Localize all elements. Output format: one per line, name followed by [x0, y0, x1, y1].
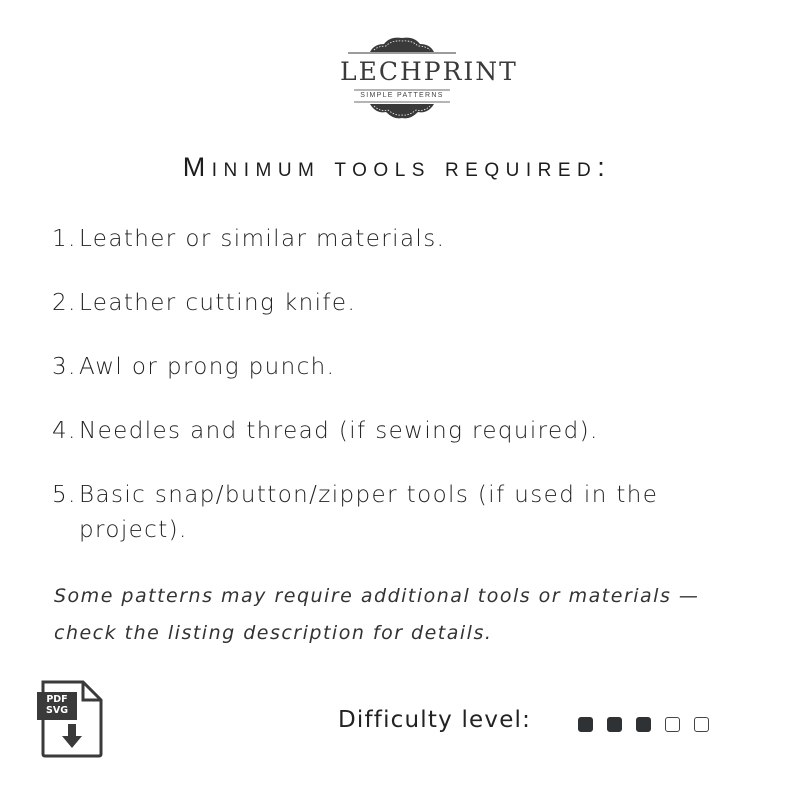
format-pdf-label: PDF: [46, 694, 68, 705]
list-item: [52, 222, 752, 257]
list-item-text: Needles and thread (if sewing required).: [79, 418, 599, 444]
difficulty-square-filled: [578, 717, 593, 732]
difficulty-rating: [578, 717, 709, 732]
difficulty-square-filled: [607, 717, 622, 732]
difficulty-label: Difficulty level:: [338, 707, 532, 733]
list-item-number: 1.: [52, 226, 77, 252]
list-item-text: Leather or similar materials.: [79, 226, 446, 252]
list-item: [52, 286, 752, 321]
brand-logo: [340, 34, 518, 120]
list-item: [52, 350, 752, 385]
list-item-text: Leather cutting knife.: [79, 290, 357, 316]
list-item: [52, 478, 752, 548]
list-item-text: Awl or prong punch.: [79, 354, 336, 380]
list-item: [52, 414, 752, 449]
page-title: [0, 152, 794, 183]
tools-list: [52, 222, 752, 577]
title-first-letter: M: [182, 152, 212, 182]
list-item-number: 3.: [52, 354, 77, 380]
footnote: Some patterns may require additional tools or materials — check the listing description for details.: [54, 585, 700, 644]
difficulty-square-filled: [636, 717, 651, 732]
difficulty-square-empty: [694, 717, 709, 732]
difficulty-square-empty: [665, 717, 680, 732]
file-format-labels: [40, 694, 74, 716]
title-rest: inimum tools required:: [211, 152, 612, 182]
list-item-text: Basic snap/button/zipper tools (if used in the project).: [79, 482, 659, 543]
list-item-number: 2.: [52, 290, 77, 316]
logo-name: LECHPRINT: [340, 57, 518, 86]
file-download-icon: [37, 680, 105, 758]
format-svg-label: SVG: [46, 705, 68, 716]
list-item-number: 5.: [52, 482, 77, 508]
list-item-number: 4.: [52, 418, 77, 444]
logo-tagline: SIMPLE PATTERNS: [360, 92, 444, 99]
